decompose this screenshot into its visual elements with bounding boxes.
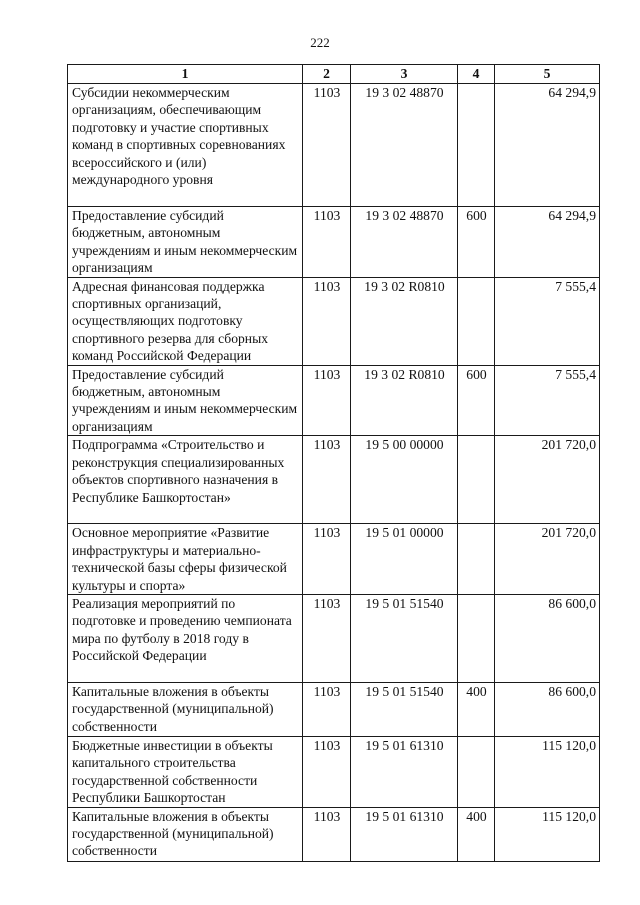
row-name: Капитальные вложения в объекты государственной (муниципальной) собственности [68,682,303,736]
row-expense-type [458,84,495,207]
row-target: 19 5 00 00000 [351,436,458,524]
row-expense-type: 400 [458,807,495,861]
row-amount: 201 720,0 [495,436,600,524]
row-amount: 7 555,4 [495,365,600,436]
budget-table [67,64,600,862]
header-name: 1 [68,65,303,84]
row-section: 1103 [303,84,351,207]
page-number: 222 [310,35,330,50]
table-row [68,807,600,861]
row-name: Бюджетные инвестиции в объекты капитального строительства государственной собственности Республики Башкортостан [68,736,303,807]
row-expense-type: 400 [458,682,495,736]
row-amount: 115 120,0 [495,807,600,861]
row-name: Подпрограмма «Строительство и реконструкция специализированных объектов спортивного назначения в Республике Башкортостан» [68,436,303,524]
row-section: 1103 [303,277,351,365]
row-amount: 7 555,4 [495,277,600,365]
table-header-row [68,65,600,84]
row-name: Предоставление субсидий бюджетным, автономным учреждениям и иным некоммерческим организациям [68,365,303,436]
row-name: Реализация мероприятий по подготовке и проведению чемпионата мира по футболу в 2018 году в Российской Федерации [68,594,303,682]
row-amount: 201 720,0 [495,524,600,595]
row-expense-type: 600 [458,207,495,278]
row-name: Субсидии некоммерческим организациям, обеспечивающим подготовку и участие спортивных команд в спортивных соревнованиях всероссийского и (или) международного уровня [68,84,303,207]
row-target: 19 3 02 48870 [351,84,458,207]
header-expense-type: 4 [458,65,495,84]
table-row [68,594,600,682]
row-amount: 64 294,9 [495,84,600,207]
row-section: 1103 [303,736,351,807]
table-row [68,524,600,595]
row-section: 1103 [303,682,351,736]
row-name: Предоставление субсидий бюджетным, автономным учреждениям и иным некоммерческим организациям [68,207,303,278]
header-section: 2 [303,65,351,84]
row-target: 19 5 01 00000 [351,524,458,595]
row-target: 19 5 01 61310 [351,736,458,807]
header-amount: 5 [495,65,600,84]
table-row [68,207,600,278]
row-amount: 86 600,0 [495,682,600,736]
row-expense-type [458,436,495,524]
table-row [68,436,600,524]
row-expense-type [458,524,495,595]
row-target: 19 5 01 51540 [351,594,458,682]
row-target: 19 3 02 48870 [351,207,458,278]
row-section: 1103 [303,807,351,861]
row-name: Основное мероприятие «Развитие инфраструктуры и материально-технической базы сферы физической культуры и спорта» [68,524,303,595]
header-target: 3 [351,65,458,84]
row-amount: 115 120,0 [495,736,600,807]
row-expense-type [458,277,495,365]
table-row [68,682,600,736]
row-expense-type: 600 [458,365,495,436]
table-row [68,365,600,436]
table-row [68,736,600,807]
row-target: 19 5 01 61310 [351,807,458,861]
row-expense-type [458,736,495,807]
table-row [68,84,600,207]
row-section: 1103 [303,594,351,682]
row-section: 1103 [303,365,351,436]
row-section: 1103 [303,436,351,524]
row-amount: 86 600,0 [495,594,600,682]
row-section: 1103 [303,207,351,278]
row-name: Адресная финансовая поддержка спортивных организаций, осуществляющих подготовку спортивного резерва для сборных команд Российской Федерации [68,277,303,365]
row-expense-type [458,594,495,682]
table-row [68,277,600,365]
row-target: 19 3 02 R0810 [351,277,458,365]
row-name: Капитальные вложения в объекты государственной (муниципальной) собственности [68,807,303,861]
row-amount: 64 294,9 [495,207,600,278]
row-target: 19 3 02 R0810 [351,365,458,436]
row-section: 1103 [303,524,351,595]
row-target: 19 5 01 51540 [351,682,458,736]
